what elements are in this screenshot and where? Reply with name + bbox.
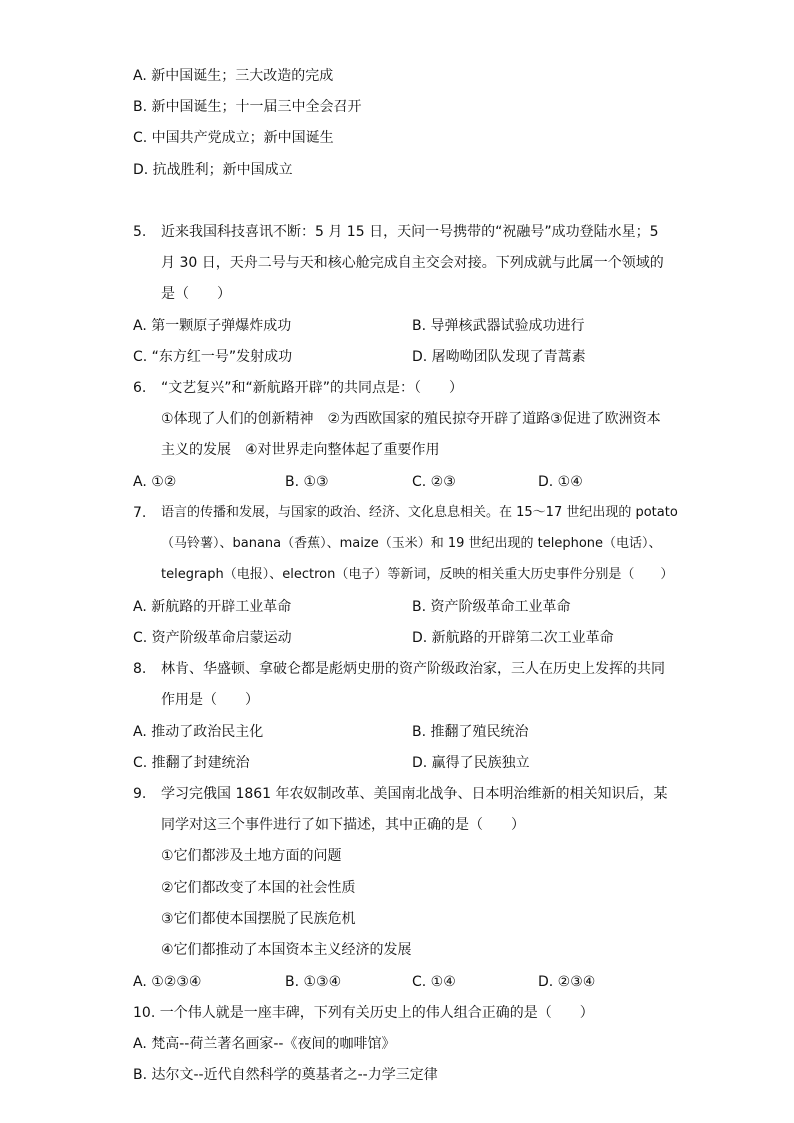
question-stem: 主义的发展 ④对世界走向整体起了重要作用 [161, 442, 440, 458]
options-row [133, 473, 653, 491]
question-stem: telegraph（电报）、electron（电子）等新词，反映的相关重大历史事件分别是（ ） [161, 567, 674, 582]
question-number: 6. [133, 380, 147, 396]
options-row [133, 348, 653, 366]
question-stem: 同学对这三个事件进行了如下描述，其中正确的是（ ） [161, 817, 525, 833]
option-text: D. 抗战胜利；新中国成立 [133, 162, 293, 178]
option-a: A. 梵高--荷兰著名画家--《夜间的咖啡馆》 [133, 1036, 396, 1052]
option-b: B. ①③④ [285, 974, 342, 990]
option-d: D. ②③④ [538, 974, 596, 990]
option-b: B. 资产阶级革命工业革命 [412, 599, 571, 615]
option-d: D. 赢得了民族独立 [412, 755, 530, 771]
question-stem: ①体现了人们的创新精神 ②为西欧国家的殖民掠夺开辟了道路③促进了欧洲资本 [161, 411, 661, 427]
option-a: A. ①② [133, 474, 177, 490]
statement-item: ③它们都使本国摆脱了民族危机 [161, 911, 356, 927]
options-row [133, 629, 653, 647]
option-b: B. 导弹核武器试验成功进行 [412, 318, 585, 334]
option-c: C. ②③ [412, 474, 456, 490]
option-text: A. 新中国诞生；三大改造的完成 [133, 68, 334, 84]
option-b: B. 达尔文--近代自然科学的奠基者之--力学三定律 [133, 1067, 438, 1083]
option-c: C. 资产阶级革命启蒙运动 [133, 630, 292, 646]
options-row [133, 598, 653, 616]
option-d: D. 屠呦呦团队发现了青蒿素 [412, 349, 586, 365]
question-stem: 是（ ） [161, 286, 231, 302]
option-a: A. ①②③④ [133, 974, 202, 990]
option-d: D. ①④ [538, 474, 583, 490]
question-stem: 作用是（ ） [161, 692, 259, 708]
question-number: 8. [133, 661, 147, 677]
statement-item: ①它们都涉及土地方面的问题 [161, 848, 342, 864]
question-stem: “文艺复兴”和“新航路开辟”的共同点是：（ ） [161, 380, 464, 396]
question-number: 5. [133, 224, 147, 240]
options-row [133, 754, 653, 772]
option-a: A. 新航路的开辟工业革命 [133, 599, 292, 615]
options-row [133, 723, 653, 741]
option-c: C. ①④ [412, 974, 456, 990]
option-text: C. 中国共产党成立；新中国诞生 [133, 130, 334, 146]
statement-item: ②它们都改变了本国的社会性质 [161, 880, 356, 896]
question-number: 7. [133, 505, 147, 521]
option-b: B. 推翻了殖民统治 [412, 724, 529, 740]
option-a: A. 推动了政治民主化 [133, 724, 264, 740]
options-row [133, 973, 653, 991]
question-stem: 语言的传播和发展，与国家的政治、经济、文化息息相关。在 15～17 世纪出现的 potato [161, 505, 678, 520]
option-b: B. ①③ [285, 474, 329, 490]
question-stem: 学习完俄国 1861 年农奴制改革、美国南北战争、日本明治维新的相关知识后，某 [161, 786, 668, 802]
option-c: C. 推翻了封建统治 [133, 755, 250, 771]
question-stem: 林肯、华盛顿、拿破仑都是彪炳史册的资产阶级政治家，三人在历史上发挥的共同 [161, 661, 665, 677]
option-c: C. “东方红一号”发射成功 [133, 349, 293, 365]
question-stem: 10. 一个伟人就是一座丰碑，下列有关历史上的伟人组合正确的是（ ） [133, 1005, 594, 1021]
question-stem: 月 30 日，天舟二号与天和核心舱完成自主交会对接。下列成就与此属一个领域的 [161, 255, 664, 271]
statement-item: ④它们都推动了本国资本主义经济的发展 [161, 942, 412, 958]
option-a: A. 第一颗原子弹爆炸成功 [133, 318, 292, 334]
question-stem: （马铃薯）、banana（香蕉）、maize（玉米）和 19 世纪出现的 telephone（电话）、 [161, 536, 662, 551]
options-row [133, 317, 653, 335]
question-number: 9. [133, 786, 147, 802]
option-text: B. 新中国诞生；十一届三中全会召开 [133, 99, 362, 115]
question-stem: 近来我国科技喜讯不断：5 月 15 日，天问一号携带的“祝融号”成功登陆水星；5 [161, 224, 659, 240]
option-d: D. 新航路的开辟第二次工业革命 [412, 630, 614, 646]
